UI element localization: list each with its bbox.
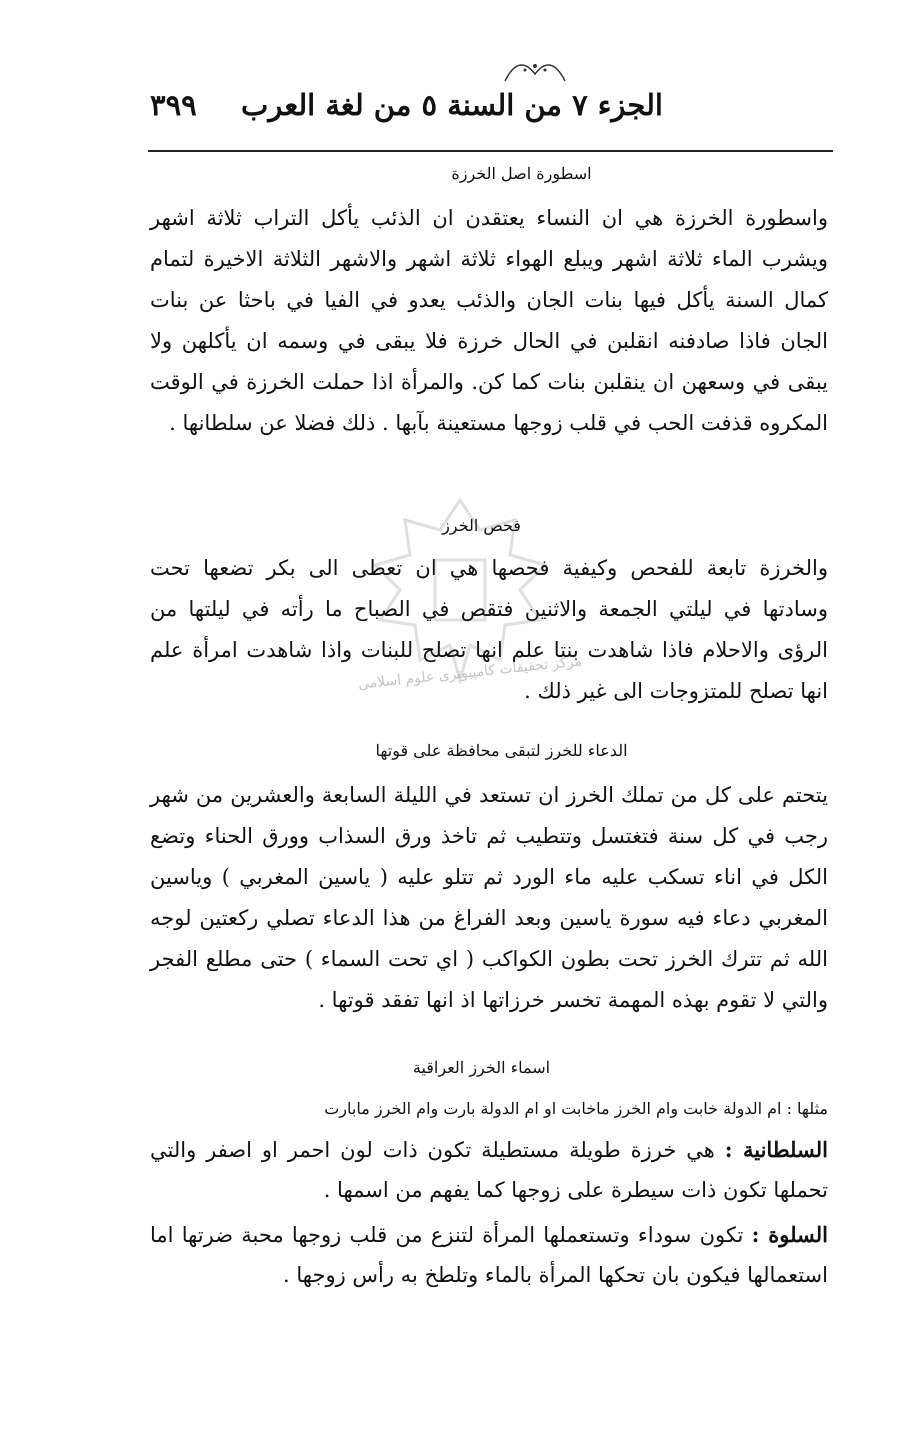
watermark-text: مركز تحقيقات كامپيوتری علوم اسلامی bbox=[357, 653, 583, 693]
paragraph-origin-text: واسطورة الخرزة هي ان النساء يعتقدن ان الذئب يأكل التراب ثلاثة اشهر ويشرب الماء ثلاثة اشهر ويبلع الهواء ثلاثة اشهر والاشهر الثلاثة الاخيرة لتمام كمال السنة يأكل فيها بنات الجان والذئب يعدو في الفيا في باحثا عن بنات الجان فاذا صادفنه انقلبن في الحال خرزة فلا يبقى في وسمه ان يأكلهن ولا يبقى في وسعهن ان ينقلبن بنات كما كن. والمرأة اذا حملت الخرزة في الوقت المكروه قذفت الحب في قلب زوجها مستعينة بآبها . ذلك فضلا عن سلطانها . bbox=[150, 206, 828, 435]
header-title: الجزء ٧ من السنة ٥ من لغة العرب bbox=[241, 88, 663, 122]
section-heading-names: اسماء الخرز العراقية bbox=[412, 1058, 551, 1077]
watermark-seal-icon bbox=[330, 490, 590, 730]
entry-text: هي خرزة طويلة مستطيلة تكون ذات لون احمر او اصفر والتي تحملها تكون ذات سيطرة على زوجها كما يفهم من اسمها . bbox=[150, 1138, 828, 1202]
paragraph-test-text: والخرزة تابعة للفحص وكيفية فحصها هي ان تعطى الى بكر تضعها تحت وسادتها في ليلتي الجمعة والاثنين فتقص في الصباح ما رأته في ليلتها من الرؤى والاحلام فاذا شاهدت بنتا علم انها تصلح للبنات واذا شاهدت امرأة علم انها تصلح للمتزوجات الى غير ذلك . bbox=[150, 556, 828, 703]
running-header bbox=[150, 88, 663, 122]
header-rule bbox=[148, 150, 833, 152]
section-heading-prayer: الدعاء للخرز لتبقى محافظة على قوتها bbox=[375, 741, 628, 760]
paragraph-prayer bbox=[150, 775, 828, 1055]
names-example: مثلها : ام الدولة خابت وام الخرز ماخابت او ام الدولة بارت وام الخرز مابارت bbox=[324, 1099, 828, 1118]
section-heading-test: فحص الخرز bbox=[442, 516, 521, 535]
section-heading-origin: اسطورة اصل الخرزة bbox=[451, 164, 592, 183]
header-ornament bbox=[500, 56, 570, 86]
entry-term: السلوة : bbox=[751, 1222, 828, 1247]
entry-salwa bbox=[150, 1215, 828, 1295]
paragraph-origin bbox=[150, 198, 828, 503]
entry-term: السلطانية : bbox=[724, 1137, 828, 1162]
entry-sultaniya bbox=[150, 1130, 828, 1210]
entry-text: تكون سوداء وتستعملها المرأة لتنزع من قلب زوجها محبة ضرتها اما استعمالها فيكون بان تحكها المرأة بالماء وتلطخ به رأس زوجها . bbox=[150, 1223, 828, 1287]
page-number: ٣٩٩ bbox=[150, 88, 197, 122]
paragraph-prayer-text: يتحتم على كل من تملك الخرز ان تستعد في الليلة السابعة والعشرين من شهر رجب في كل سنة فتغتسل وتتطيب ثم تاخذ ورق السذاب وورق الحناء وتضع الكل في اناء تسكب عليه ماء الورد ثم تتلو عليه ( ياسين المغربي ) وياسين المغربي دعاء فيه سورة ياسين وبعد الفراغ من هذا الدعاء تصلي ركعتين لوجه الله ثم تترك الخرز تحت بطون الكواكب ( اي تحت السماء ) حتى مطلع الفجر والتي لا تقوم بهذه المهمة تخسر خرزاتها اذ انها تفقد قوتها . bbox=[150, 783, 828, 1012]
